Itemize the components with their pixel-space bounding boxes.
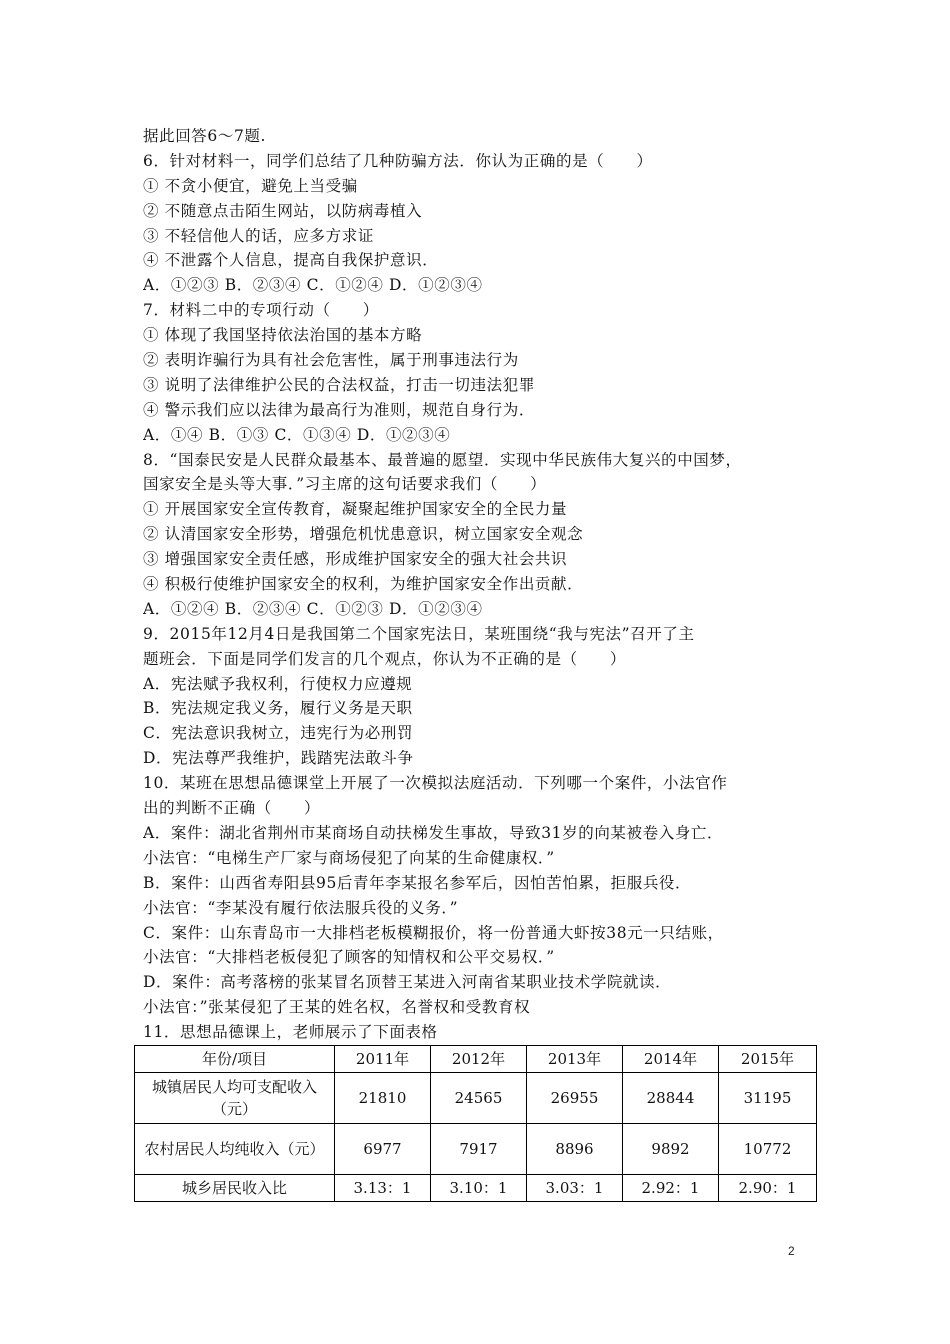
question-6-stem: 6．针对材料一，同学们总结了几种防骗方法．你认为正确的是（ ） bbox=[143, 151, 653, 170]
table-row bbox=[135, 1175, 817, 1202]
table-cell: 28844 bbox=[623, 1073, 719, 1124]
text-line: B．案件：山西省寿阳县95后青年李某报名参军后，因怕苦怕累，拒服兵役． bbox=[143, 873, 692, 892]
table-cell: 2.92：1 bbox=[623, 1175, 719, 1202]
text-line: ④ 积极行使维护国家安全的权利，为维护国家安全作出贡献． bbox=[143, 575, 584, 594]
table-row-label: 农村居民人均纯收入（元） bbox=[135, 1124, 335, 1175]
income-table bbox=[134, 1045, 817, 1202]
text-line: ① 体现了我国坚持依法治国的基本方略 bbox=[143, 326, 423, 345]
table-row-label: 城乡居民收入比 bbox=[135, 1175, 335, 1202]
table-cell: 3.13：1 bbox=[335, 1175, 431, 1202]
table-cell: 6977 bbox=[335, 1124, 431, 1175]
table-cell: 26955 bbox=[527, 1073, 623, 1124]
text-line: ④ 警示我们应以法律为最高行为准则，规范自身行为． bbox=[143, 400, 535, 419]
table-cell: 24565 bbox=[431, 1073, 527, 1124]
text-line: 题班会．下面是同学们发言的几个观点，你认为不正确的是（ ） bbox=[143, 649, 627, 668]
text-line: ③ 增强国家安全责任感，形成维护国家安全的强大社会共识 bbox=[143, 550, 568, 569]
text-line: B．宪法规定我义务，履行义务是天职 bbox=[143, 699, 413, 718]
question-8-stem: 8．“国泰民安是人民群众最基本、最普遍的愿望．实现中华民族伟大复兴的中国梦， bbox=[143, 450, 742, 469]
text-line: ① 不贪小便宜，避免上当受骗 bbox=[143, 176, 358, 195]
text-line: ① 开展国家安全宣传教育，凝聚起维护国家安全的全民力量 bbox=[143, 500, 568, 519]
answer-options: A．①②④ B．②③④ C．①②③ D．①②③④ bbox=[143, 599, 483, 618]
text-line: ② 表明诈骗行为具有社会危害性，属于刑事违法行为 bbox=[143, 351, 519, 370]
table-header-cell: 2015年 bbox=[719, 1046, 817, 1073]
table-cell: 3.10：1 bbox=[431, 1175, 527, 1202]
table-header-cell: 年份/项目 bbox=[135, 1046, 335, 1073]
question-10-stem: 10．某班在思想品德课堂上开展了一次模拟法庭活动．下列哪一个案件，小法官作 bbox=[143, 774, 728, 793]
page-number: 2 bbox=[788, 1244, 795, 1258]
text-line: 小法官：“大排档老板侵犯了顾客的知情权和公平交易权．” bbox=[143, 948, 555, 967]
text-line: C．案件：山东青岛市一大排档老板模糊报价，将一份普通大虾按38元一只结账， bbox=[143, 923, 724, 942]
table-cell: 3.03：1 bbox=[527, 1175, 623, 1202]
table-header-cell: 2012年 bbox=[431, 1046, 527, 1073]
text-line: 小法官：“李某没有履行依法服兵役的义务．” bbox=[143, 898, 459, 917]
text-line: D．宪法尊严我维护，践踏宪法敢斗争 bbox=[143, 749, 414, 768]
text-line: ③ 不轻信他人的话，应多方求证 bbox=[143, 226, 374, 245]
table-row bbox=[135, 1073, 817, 1124]
table-header-cell: 2011年 bbox=[335, 1046, 431, 1073]
answer-options: A．①④ B．①③ C．①③④ D．①②③④ bbox=[143, 425, 451, 444]
text-line: D．案件：高考落榜的张某冒名顶替王某进入河南省某职业技术学院就读． bbox=[143, 973, 672, 992]
question-7-stem: 7．材料二中的专项行动（ ） bbox=[143, 301, 379, 320]
question-9-stem: 9．2015年12月4日是我国第二个国家宪法日，某班围绕“我与宪法”召开了主 bbox=[143, 624, 695, 643]
text-line: 出的判断不正确（ ） bbox=[143, 799, 321, 818]
text-line: 小法官：”张某侵犯了王某的姓名权，名誉权和受教育权 bbox=[143, 998, 531, 1017]
table-cell: 9892 bbox=[623, 1124, 719, 1175]
table-header-cell: 2013年 bbox=[527, 1046, 623, 1073]
question-11-stem: 11．思想品德课上，老师展示了下面表格 bbox=[143, 1023, 438, 1042]
text-line: A．宪法赋予我权利，行使权力应遵规 bbox=[143, 674, 413, 693]
text-line: ② 不随意点击陌生网站，以防病毒植入 bbox=[143, 201, 423, 220]
table-cell: 8896 bbox=[527, 1124, 623, 1175]
table-cell: 2.90：1 bbox=[719, 1175, 817, 1202]
table-header-row bbox=[135, 1046, 817, 1073]
table-row bbox=[135, 1124, 817, 1175]
text-line: 小法官：“电梯生产厂家与商场侵犯了向某的生命健康权．” bbox=[143, 848, 555, 867]
text-line: ③ 说明了法律维护公民的合法权益，打击一切违法犯罪 bbox=[143, 375, 535, 394]
text-line: A．案件：湖北省荆州市某商场自动扶梯发生事故，导致31岁的向某被卷入身亡． bbox=[143, 823, 724, 842]
table-cell: 21810 bbox=[335, 1073, 431, 1124]
text-line: ④ 不泄露个人信息，提高自我保护意识． bbox=[143, 251, 439, 270]
text-line: ② 认清国家安全形势，增强危机忧患意识，树立国家安全观念 bbox=[143, 525, 584, 544]
table-cell: 10772 bbox=[719, 1124, 817, 1175]
text-line: 据此回答6～7题. bbox=[143, 127, 267, 145]
text-line: C．宪法意识我树立，违宪行为必刑罚 bbox=[143, 724, 414, 743]
table-cell: 31195 bbox=[719, 1073, 817, 1124]
table-row-label: 城镇居民人均可支配收入（元） bbox=[135, 1073, 335, 1124]
answer-options: A．①②③ B．②③④ C．①②④ D．①②③④ bbox=[143, 276, 483, 295]
table-cell: 7917 bbox=[431, 1124, 527, 1175]
question-text-block bbox=[143, 124, 823, 1045]
text-line: 国家安全是头等大事．”习主席的这句话要求我们（ ） bbox=[143, 475, 547, 494]
table-header-cell: 2014年 bbox=[623, 1046, 719, 1073]
